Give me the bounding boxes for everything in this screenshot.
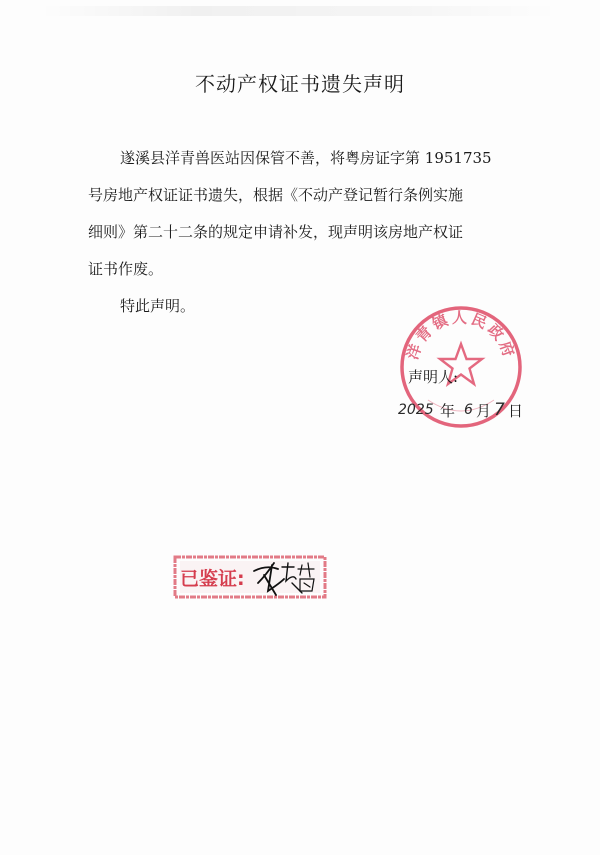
body-line-1: 遂溪县洋青兽医站因保管不善，将粤房证字第 1951735 — [120, 149, 492, 167]
verification-signature — [250, 557, 320, 599]
date-month-char: 月 — [476, 402, 492, 420]
scan-artifact — [40, 6, 560, 16]
date-year-char: 年 — [440, 402, 456, 420]
declarant-label: 声明人: — [408, 368, 459, 386]
date-year-handwritten: 2025 — [398, 402, 434, 418]
document-title: 不动产权证书遗失声明 — [195, 72, 405, 96]
svg-text:洋青镇人民政府 — [403, 309, 518, 362]
closing-line: 特此声明。 — [120, 297, 196, 315]
date-month-handwritten: 6 — [464, 402, 473, 418]
verification-label: 已鉴证: — [180, 568, 245, 590]
date-day-handwritten: 7 — [494, 400, 505, 420]
seal-text: 洋青镇人民政府 — [403, 308, 519, 362]
body-line-2: 号房地产权证证书遗失，根据《不动产登记暂行条例实施 — [88, 186, 464, 204]
body-line-4: 证书作废。 — [88, 260, 164, 278]
date-row — [398, 400, 538, 426]
date-day-char: 日 — [508, 402, 524, 420]
body-line-3: 细则》第二十二条的规定申请补发，现声明该房地产权证 — [88, 223, 464, 241]
